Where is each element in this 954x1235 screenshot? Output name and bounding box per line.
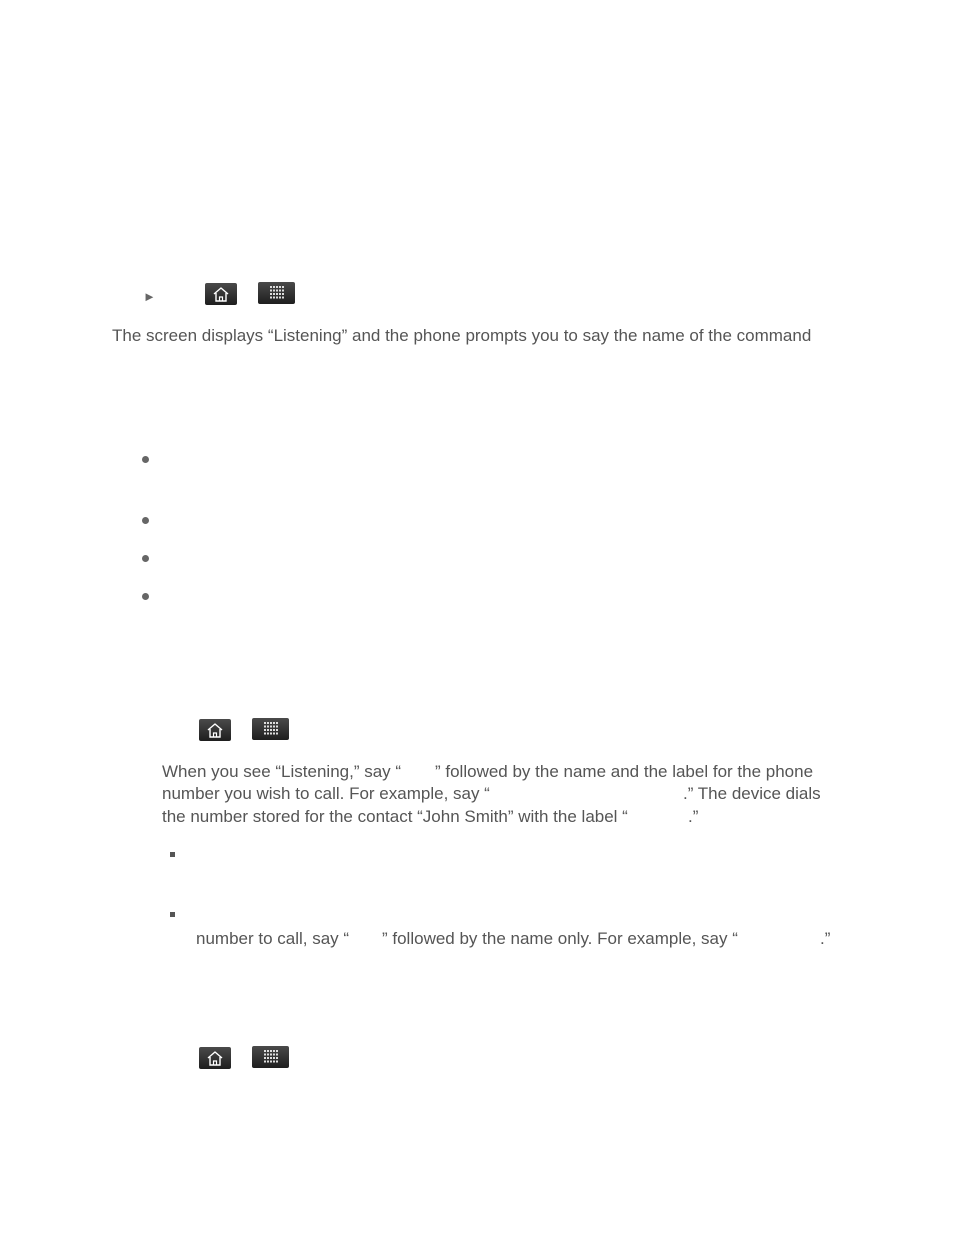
listening-text: The screen displays “Listening” and the phone prompts you to say the name of the command [112,326,812,345]
note-line-a: number to call, say “ [196,929,350,948]
home-icon [205,283,237,305]
home-icon [199,1047,231,1069]
note-line-c: .” [820,929,831,948]
note-line-b: ” followed by the name only. For example, say “ [382,929,738,948]
bullet [142,456,149,463]
apps-grid-icon [252,718,289,740]
bullet [142,555,149,562]
apps-grid-icon [252,1046,289,1068]
call-line-3b: .” [688,807,699,826]
call-line-1b: ” followed by the name and the label for the phone [435,762,814,781]
home-icon [199,719,231,741]
square-bullet [170,912,175,917]
square-bullet [170,852,175,857]
call-line-1a: When you see “Listening,” say “ [162,762,402,781]
call-line-2a: number you wish to call. For example, say “ [162,784,490,803]
bullet [142,593,149,600]
bullet [142,517,149,524]
apps-grid-icon [258,282,295,304]
call-line-3a: the number stored for the contact “John Smith” with the label “ [162,807,628,826]
call-line-2b: .” The device dials [683,784,821,803]
step-arrow: ► [143,289,156,304]
